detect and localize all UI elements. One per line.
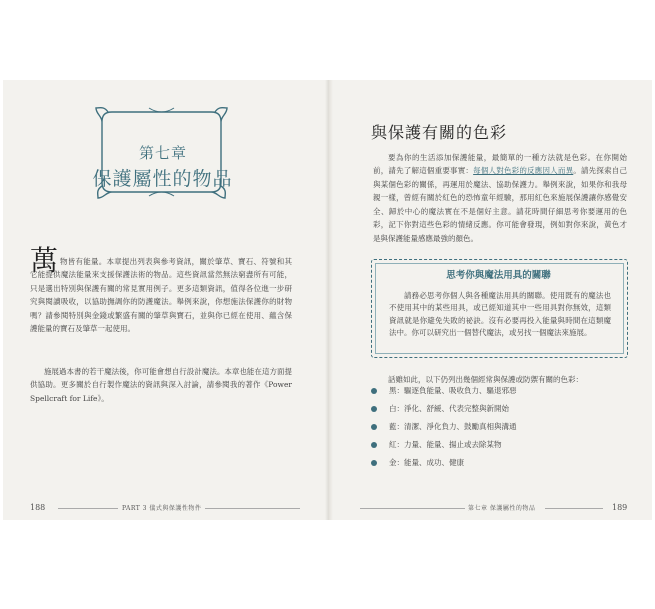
left-folio: 188 (30, 503, 46, 512)
color-list-lead: 話雖如此，以下仍列出幾個經常與保護或防禦有關的色彩： (388, 374, 583, 384)
bullet-icon (371, 424, 377, 430)
right-foot-rule-1 (360, 508, 465, 509)
list-item: 紅：力量、能量、揚止或去除某物 (371, 436, 621, 454)
right-foot-rule-2 (545, 508, 603, 509)
list-item: 金：能量、成功、健康 (371, 454, 621, 472)
right-intro-paragraph: 要為你的生活添加保護能量，最簡單的一種方法就是色彩。在你開始前，請先了解這個重要事實：每個人對色彩的反應因人而異。請先探索自己與某個色彩的關係，再運用於魔法、協助保護力。舉例來說，如果你和我母親一樣，曾經有關於紅色的恐怖童年經驗，那用紅色來施展保護讓你感覺安全、歸於中心的魔法實在不是個好主意。請花時間仔細思考你要運用的色彩，記下你對這些色彩的情緒反應。你可能會發現，例如對你來說，黃色才是與保護能量感應最強的顏色。 (373, 152, 627, 243)
right-folio: 189 (612, 503, 628, 512)
chapter-number: 第七章 (138, 144, 187, 162)
bullet-icon (371, 442, 377, 448)
left-foot-rule-1 (58, 508, 118, 509)
intro-highlight: 每個人對色彩的反應因人而異 (473, 166, 574, 175)
list-item: 藍：清潔、淨化負力、鼓勵真相與溝通 (371, 418, 621, 436)
list-item: 黑：驅逐負能量、吸收負力、驅退邪惡 (371, 382, 621, 400)
color-list (371, 382, 621, 472)
drop-cap: 萬 (30, 244, 59, 277)
bullet-icon (371, 388, 377, 394)
bullet-icon (371, 460, 377, 466)
left-running-foot: PART 3 儀式與保護性物件 (122, 505, 202, 512)
book-gutter (325, 80, 333, 520)
bullet-icon (371, 406, 377, 412)
list-item: 白：淨化、舒緩、代表完整與新開始 (371, 400, 621, 418)
left-paragraph-2: 施展過本書的若干魔法後，你可能會想自行設計魔法。本章也能在這方面提供協助。更多關於自行製作魔法的資訊與深入討論，請參閱我的著作《Power Spellcraft for Life》。 (30, 366, 292, 403)
left-foot-rule-2 (205, 508, 300, 509)
right-running-foot: 第七章 保護屬性的物品 (468, 505, 536, 512)
section-title: 與保護有關的色彩 (371, 123, 508, 142)
sidebar-box-title: 思考你與魔法用具的關聯 (446, 270, 551, 281)
chapter-title: 保護屬性的物品 (92, 168, 233, 190)
sidebar-box-body: 請務必思考你個人與各種魔法用具的關聯。使用既有的魔法也不使用其中的某些用具，或已經知道其中一些用具對你無效，這類資訊就是你避免失敗的祕訣。沒有必要再投入能量與時間在這類魔法中。你可以研究出一個替代魔法，或另找一個魔法來施展。 (389, 290, 611, 337)
left-paragraph-1: 物皆有能量。本章提出列表與參考資訊，關於肇草、寶石、符號和其它能提供魔法能量來支援保護法術的物品。這些資訊當然無法窮盡所有可能，只是選出特別與保護有關的常見實用例子。更多這類資訊，值得各位進一步研究與閱讀吸收，以協助撫調你的防護魔法。舉例來說，你想施法保護你的財物嗎？請參閱特別與金錢或繁盛有關的肇草與寶石，並與你已經在使用、蘊含保護能量的寶石及肇草一起使用。 (30, 256, 292, 333)
